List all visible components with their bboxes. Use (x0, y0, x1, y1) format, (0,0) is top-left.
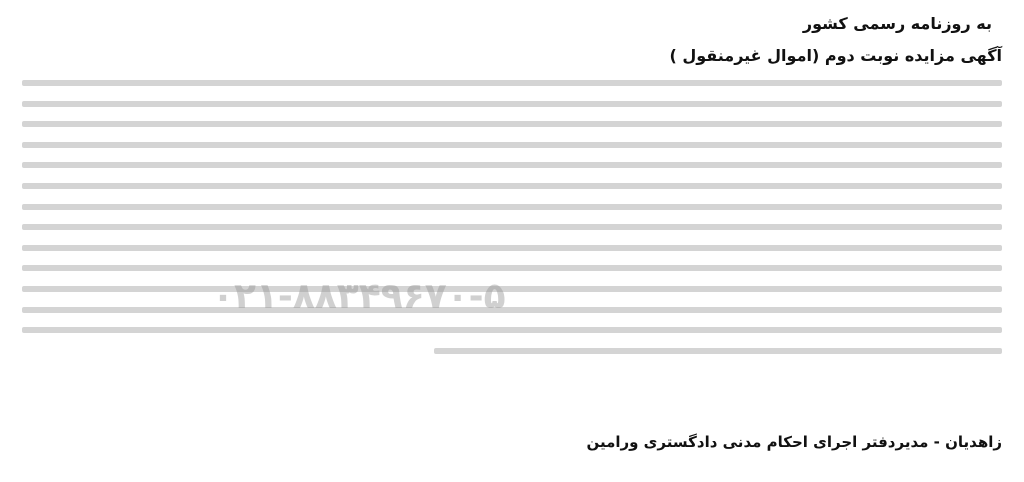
notice-title: آگهی مزایده نوبت دوم (اموال غیرمنقول ) (669, 46, 1002, 65)
body-text-line (22, 286, 1002, 292)
body-text-line (434, 348, 1002, 354)
body-text-line (22, 224, 1002, 230)
signature-line: زاهدیان - مدیردفتر اجرای احکام مدنی دادگستری ورامین (586, 433, 1002, 451)
body-text-line (22, 142, 1002, 148)
body-text-line (22, 204, 1002, 210)
notice-body-text-placeholder (22, 80, 1002, 382)
body-text-line (22, 121, 1002, 127)
body-text-line (22, 265, 1002, 271)
body-text-line (22, 162, 1002, 168)
body-text-line (22, 101, 1002, 107)
newspaper-source-line: به روزنامه رسمی کشور (802, 14, 992, 33)
phone-watermark: ۰۲۱-۸۸۳۴۹۶۷۰-۵ (212, 276, 506, 317)
body-text-line (22, 307, 1002, 313)
body-text-line (22, 80, 1002, 86)
body-text-line (22, 183, 1002, 189)
body-text-line (22, 327, 1002, 333)
body-text-line (22, 245, 1002, 251)
